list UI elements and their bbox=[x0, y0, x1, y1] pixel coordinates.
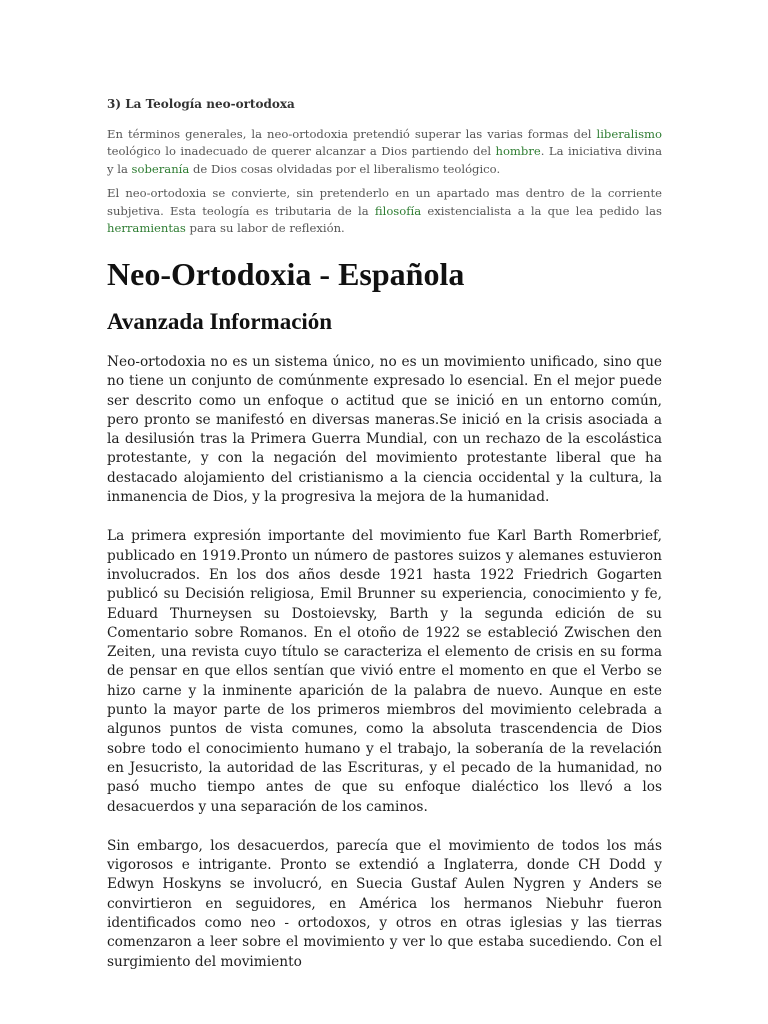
article-body bbox=[107, 353, 662, 992]
body-paragraph-2: La primera expresión importante del movimiento fue Karl Barth Romerbrief, publicado en 1919.Pronto un número de pastores suizos y alemanes estuvieron involucrados. En los dos años desde 1921 hasta 1922 Friedrich Gogarten publicó su Decisión religiosa, Emil Brunner su experiencia, conocimiento y fe, Eduard Thurneysen su Dostoievsky, Barth y la segunda edición de su Comentario sobre Romanos. En el otoño de 1922 se estableció Zwischen den Zeiten, una revista cuyo título se caracteriza el elemento de crisis en su forma de pensar en que ellos sentían que vivió entre el momento en que el Verbo se hizo carne y la inminente aparición de la palabra de nuevo. Aunque en este punto la mayor parte de los primeros miembros del movimiento celebrada a algunos puntos de vista comunes, como la absoluta trascendencia de Dios sobre todo el conocimiento humano y el trabajo, la soberanía de la revelación en Jesucristo, la autoridad de las Escrituras, y el pecado de la humanidad, no pasó mucho tiempo antes de que su enfoque dialéctico los llevó a los desacuerdos y una separación de los caminos. bbox=[107, 528, 662, 815]
section-subtitle: Avanzada Información bbox=[107, 309, 333, 334]
text-run: para su labor de reflexión. bbox=[185, 221, 345, 235]
body-paragraph-3: Sin embargo, los desacuerdos, parecía que el movimiento de todos los más vigorosos e intrigante. Pronto se extendió a Inglaterra, donde CH Dodd y Edwyn Hoskyns se involucró, en Suecia Gustaf Aulen Nygren y Anders se convirtieron en seguidores, en América los hermanos Niebuhr fueron identificados como neo - ortodoxos, y otros en otras iglesias y las tierras comenzaron a leer sobre el movimiento y ver lo que estaba sucediendo. Con el surgimiento del movimiento bbox=[107, 837, 662, 970]
link-filosofia[interactable]: filosofía bbox=[374, 203, 422, 218]
page-title: Neo-Ortodoxia - Española bbox=[107, 256, 465, 292]
link-liberalismo[interactable]: liberalismo bbox=[596, 126, 662, 141]
text-run: El neo-ortodoxia se convierte, sin pretenderlo en un apartado mas dentro de la corriente subjetiva. Esta teología es tributaria de la bbox=[107, 186, 662, 218]
intro-paragraph-1 bbox=[107, 126, 662, 179]
link-soberania[interactable]: soberanía bbox=[131, 161, 190, 176]
text-run: existencialista a la que lea pedido las bbox=[421, 203, 662, 218]
text-run: teológico lo inadecuado de querer alcanzar a Dios partiendo del bbox=[107, 144, 496, 158]
text-run: . La iniciativa divina y la bbox=[107, 144, 662, 176]
intro-section bbox=[107, 96, 662, 245]
intro-heading: 3) La Teología neo-ortodoxa bbox=[107, 97, 295, 111]
text-run: de Dios cosas olvidadas por el liberalismo teológico. bbox=[189, 161, 501, 176]
intro-paragraph-2 bbox=[107, 185, 662, 238]
link-hombre[interactable]: hombre bbox=[495, 144, 541, 158]
link-herramientas[interactable]: herramientas bbox=[107, 221, 186, 235]
body-paragraph-1: Neo-ortodoxia no es un sistema único, no es un movimiento unificado, sino que no tiene un conjunto de comúnmente expresado lo esencial. En el mejor puede ser descrito como un enfoque o actitud que se inició en un entorno común, pero pronto se manifestó en diversas maneras.Se inició en la crisis asociada a la desilusión tras la Primera Guerra Mundial, con un rechazo de la escolástica protestante, y con la negación del movimiento protestante liberal que ha destacado alojamiento del cristianismo a la ciencia occidental y la cultura, la inmanencia de Dios, y la progresiva la mejora de la humanidad. bbox=[107, 354, 662, 506]
text-run: En términos generales, la neo-ortodoxia pretendió superar las varias formas del bbox=[107, 126, 597, 141]
